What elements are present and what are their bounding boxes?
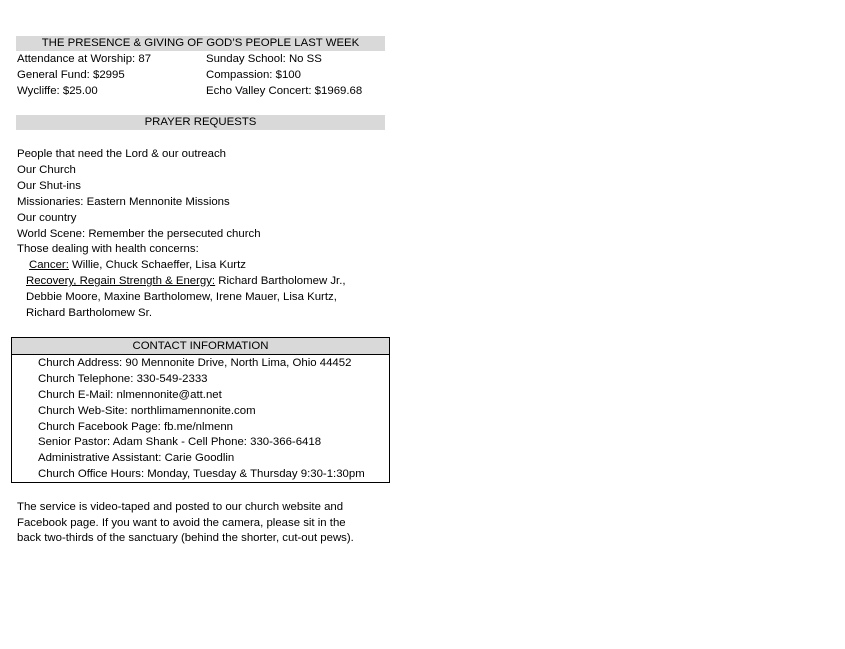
recovery-names-continued: Debbie Moore, Maxine Bartholomew, Irene Mauer, Lisa Kurtz,: [26, 291, 337, 303]
contact-website: Church Web-Site: northlimamennonite.com: [38, 405, 256, 417]
video-notice-line: The service is video-taped and posted to our church website and: [17, 501, 344, 513]
video-notice-line: back two-thirds of the sanctuary (behind the shorter, cut-out pews).: [17, 532, 354, 544]
sunday-school-text: Sunday School: No SS: [206, 53, 322, 65]
attendance-text: Attendance at Worship: 87: [17, 53, 152, 65]
compassion-text: Compassion: $100: [206, 69, 301, 81]
recovery-names-continued: Richard Bartholomew Sr.: [26, 307, 152, 319]
wycliffe-text: Wycliffe: $25.00: [17, 85, 98, 97]
cancer-names: Willie, Chuck Schaeffer, Lisa Kurtz: [68, 259, 246, 271]
video-notice-line: Facebook page. If you want to avoid the camera, please sit in the: [17, 517, 346, 529]
contact-assistant: Administrative Assistant: Carie Goodlin: [38, 452, 235, 464]
prayer-item: Those dealing with health concerns:: [17, 243, 199, 255]
contact-facebook: Church Facebook Page: fb.me/nlmenn: [38, 421, 234, 433]
contact-address: Church Address: 90 Mennonite Drive, North Lima, Ohio 44452: [38, 357, 352, 369]
recovery-names: Richard Bartholomew Jr.,: [215, 275, 346, 287]
echo-valley-text: Echo Valley Concert: $1969.68: [206, 85, 363, 97]
recovery-label: Recovery, Regain Strength & Energy:: [26, 275, 216, 287]
contact-telephone: Church Telephone: 330-549-2333: [38, 373, 208, 385]
prayer-item: Missionaries: Eastern Mennonite Missions: [17, 196, 230, 208]
contact-header: CONTACT INFORMATION: [12, 338, 389, 355]
prayer-header: PRAYER REQUESTS: [16, 115, 385, 130]
recovery-line: [26, 274, 346, 289]
prayer-item: Our Shut-ins: [17, 180, 81, 192]
prayer-item: World Scene: Remember the persecuted church: [17, 228, 261, 240]
cancer-line: [29, 258, 246, 273]
general-fund-text: General Fund: $2995: [17, 69, 125, 81]
contact-box: [11, 337, 390, 483]
cancer-label: Cancer:: [29, 259, 69, 271]
prayer-item: Our Church: [17, 164, 76, 176]
giving-header: THE PRESENCE & GIVING OF GOD’S PEOPLE LAST WEEK: [16, 36, 385, 51]
prayer-item: People that need the Lord & our outreach: [17, 148, 226, 160]
contact-office-hours: Church Office Hours: Monday, Tuesday & Thursday 9:30-1:30pm: [38, 468, 365, 480]
contact-pastor: Senior Pastor: Adam Shank - Cell Phone: 330-366-6418: [38, 436, 322, 448]
contact-email: Church E-Mail: nlmennonite@att.net: [38, 389, 222, 401]
prayer-item: Our country: [17, 212, 77, 224]
